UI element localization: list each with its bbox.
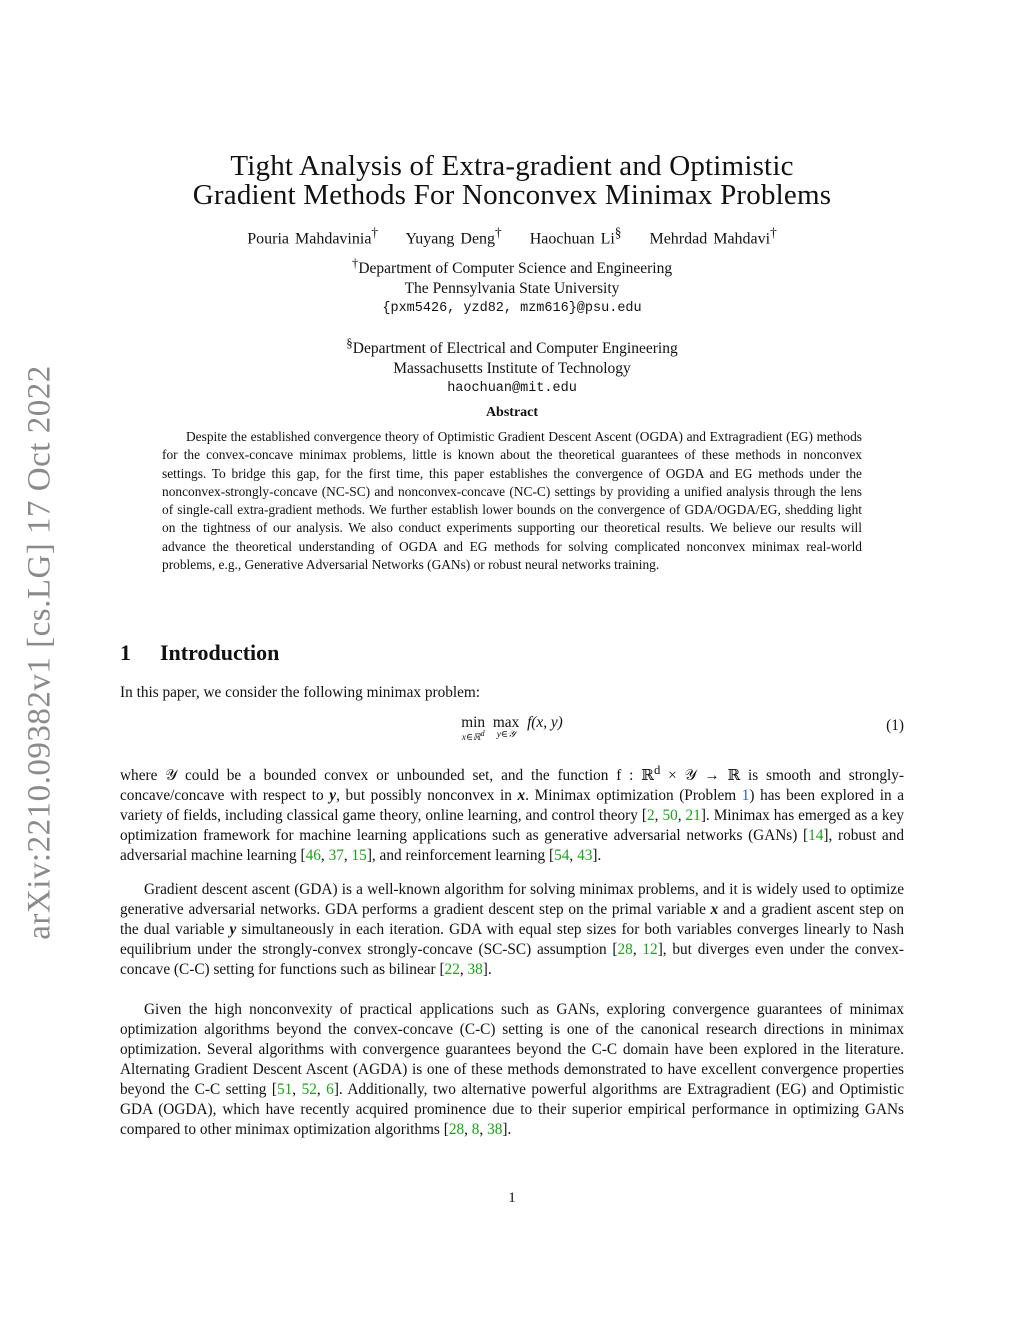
citation-link[interactable]: 52 (301, 1081, 317, 1098)
citation-link[interactable]: 6 (326, 1081, 334, 1098)
equation-number: (1) (886, 717, 904, 734)
citation-link[interactable]: 38 (467, 961, 483, 978)
arxiv-identifier: arXiv:2210.09382v1 [cs.LG] 17 Oct 2022 (21, 365, 58, 940)
affiliation-psu (100, 253, 924, 319)
citation-link[interactable]: 54 (554, 847, 570, 865)
title-line-2: Gradient Methods For Nonconvex Minimax Problems (192, 179, 832, 211)
equation-body (120, 714, 904, 743)
citation-link[interactable]: 2 (646, 807, 655, 825)
section-heading-introduction (120, 640, 279, 666)
author-list (100, 225, 924, 248)
section-title: Introduction (160, 640, 280, 665)
affiliation-mark: † (351, 255, 359, 270)
paragraph-problem-setting: where 𝒴 could be a bounded convex or unbounded set, and the function f : ℝ$^d$ × 𝒴 → ℝ is smooth and strongly-concave/concave with respect to y, but possibly nonconvex in x. Minimax optimization (Problem 1) has been explored in a variety of fields, including classical game theory, online learning, and control theory [2, 50, 21]. Minimax has emerged as a key optimization framework for machine learning applications such as generative adversarial networks (GANs) [14], robust and adversarial machine learning [46, 37, 15], and reinforcement learning [54, 43]. (120, 763, 905, 865)
affiliation-department: Department of Computer Science and Engineering (358, 260, 673, 278)
max-operator: max y∈𝒴 (492, 714, 520, 740)
citation-link[interactable]: 28 (448, 1121, 465, 1138)
citation-link[interactable]: 38 (487, 1121, 503, 1138)
abstract-heading: Abstract (485, 405, 539, 420)
affiliation-mark: § (346, 335, 353, 350)
section-number: 1 (120, 640, 131, 665)
citation-link[interactable]: 28 (617, 941, 633, 958)
citation-link[interactable]: 22 (444, 961, 460, 978)
objective-function: f(x, y) (527, 714, 563, 731)
page-number: 1 (508, 1190, 516, 1206)
citation-link[interactable]: 37 (328, 847, 344, 865)
citation-link[interactable]: 15 (351, 847, 367, 865)
title-line-1: Tight Analysis of Extra-gradient and Optimistic (230, 150, 794, 182)
author-mark: § (614, 225, 622, 240)
affiliation-institution: Massachusetts Institute of Technology (393, 360, 631, 378)
abstract-text: Despite the established convergence theory of Optimistic Gradient Descent Ascent (OGDA) and Extragradient (EG) methods for the convex-concave minimax problems, little is known about the theoretical guarantees of these methods in nonconvex settings. To bridge this gap, for the first time, this paper establishes the convergence of OGDA and EG methods under the nonconvex-strongly-concave (NC-SC) and nonconvex-concave (NC-C) settings by providing a unified analysis through the lens of single-call extra-gradient methods. We further establish lower bounds on the convergence of GDA/OGDA/EG, shedding light on the tightness of our analysis. We also conduct experiments supporting our theoretical results. We believe our results will advance the theoretical understanding of OGDA and EG methods for solving complicated nonconvex minimax real-world problems, e.g., Generative Adversarial Networks (GANs) or robust neural networks training. (162, 429, 862, 573)
affiliation-institution: The Pennsylvania State University (404, 280, 620, 298)
citation-link[interactable]: 8 (471, 1121, 480, 1138)
affiliation-email[interactable]: haochuan@mit.edu (447, 381, 577, 397)
author-name: Yuyang Deng (405, 230, 496, 248)
author-name: Haochuan Li (529, 230, 615, 248)
citation-link[interactable]: 12 (642, 941, 658, 958)
intro-sentence: In this paper, we consider the following minimax problem: (120, 684, 481, 701)
paragraph-nonconvexity: Given the high nonconvexity of practical applications such as GANs, exploring convergence guarantees of minimax optimization algorithms beyond the convex-concave (C-C) setting is one of the canonical research directions in minimax optimization. Several algorithms with convergence guarantees beyond the C-C domain have been explored in the literature. Alternating Gradient Descent Ascent (AGDA) is one of these methods demonstrated to have excellent convergence properties beyond the C-C setting [51, 52, 6]. Additionally, two alternative powerful algorithms are Extragradient (EG) and Optimistic GDA (OGDA), which have recently acquired prominence due to their superior empirical performance in optimizing GANs compared to other minimax optimization algorithms [28, 8, 38]. (120, 1001, 904, 1138)
affiliation-mit (100, 333, 924, 399)
author-name: Mehrdad Mahdavi (649, 230, 771, 248)
citation-link[interactable]: 14 (808, 827, 824, 845)
affiliation-department: Department of Electrical and Computer Engineering (352, 340, 678, 358)
arxiv-identifier-stamp (10, 355, 70, 950)
affiliation-email[interactable]: {pxm5426, yzd82, mzm616}@psu.edu (382, 301, 642, 317)
author-mark: † (770, 225, 777, 240)
paper-title (100, 152, 924, 210)
citation-link[interactable]: 43 (577, 847, 593, 865)
citation-link[interactable]: 21 (685, 807, 701, 825)
paragraph-gda: Gradient descent ascent (GDA) is a well-known algorithm for solving minimax problems, and it is widely used to optimize generative adversarial networks. GDA performs a gradient descent step on the primal variable x and a gradient ascent step on the dual variable y simultaneously in each iteration. GDA with equal step sizes for both variables converges linearly to Nash equilibrium under the strongly-convex strongly-concave (SC-SC) assumption [28, 12], but diverges even under the convex-concave (C-C) setting for functions such as bilinear [22, 38]. (120, 881, 904, 978)
citation-link[interactable]: 50 (662, 807, 678, 825)
citation-link[interactable]: 46 (305, 847, 321, 865)
min-operator: min x∈ℝ$^d$ (461, 714, 486, 744)
author-name: Pouria Mahdavinia (247, 230, 372, 248)
citation-link[interactable]: 51 (276, 1081, 293, 1098)
author-mark: † (371, 225, 379, 240)
problem-reference-link[interactable]: 1 (741, 787, 750, 805)
author-mark: † (495, 225, 502, 240)
equation-1 (120, 714, 904, 748)
